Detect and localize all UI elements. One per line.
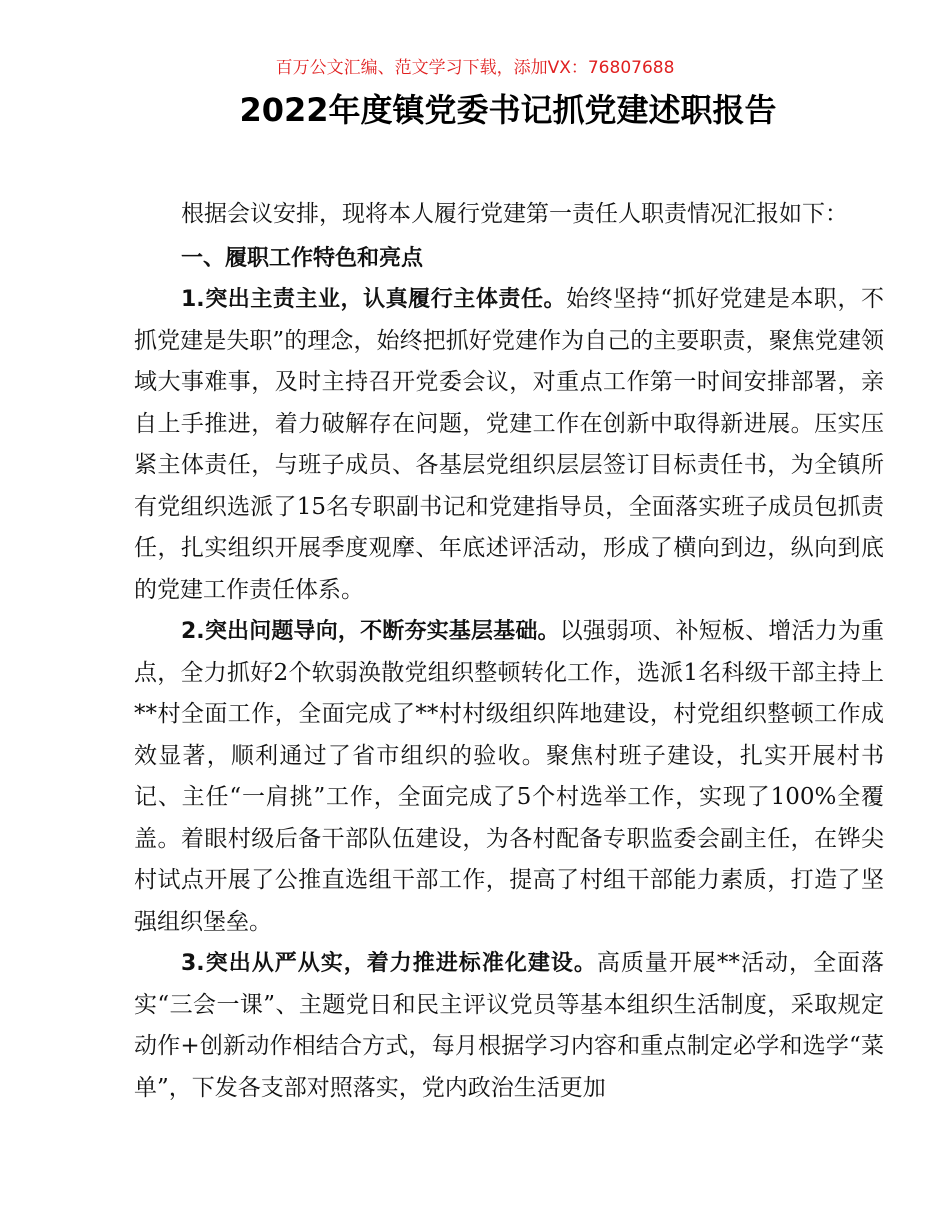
paragraph-lead: 1.突出主责主业，认真履行主体责任。 bbox=[181, 287, 567, 312]
paragraph-text: 始终坚持“抓好党建是本职，不抓党建是失职”的理念，始终把抓好党建作为自己的主要职责，聚焦党建领域大事难事，及时主持召开党委会议，对重点工作第一时间安排部署，亲自上手推进，着力破解存在问题，党建工作在创新中取得新进展。压实压紧主体责任，与班子成员、各基层党组织层层签订目标责任书，为全镇所有党组织选派了15名专职副书记和党建指导员，全面落实班子成员包抓责任，扎实组织开展季度观摩、年底述评活动，形成了横向到边，纵向到底的党建工作责任体系。 bbox=[134, 286, 884, 603]
paragraph-text: 以强弱项、补短板、增活力为重点，全力抓好2个软弱涣散党组织整顿转化工作，选派1名科级干部主持上**村全面工作，全面完成了**村村级组织阵地建设，村党组织整顿工作成效显著，顺利通过了省市组织的验收。聚焦村班子建设，扎实开展村书记、主任“一肩挑”工作，全面完成了5个村选举工作，实现了100%全覆盖。着眼村级后备干部队伍建设，为各村配备专职监委会副主任，在铧尖村试点开展了公推直选组干部工作，提高了村组干部能力素质，打造了坚强组织堡垒。 bbox=[134, 618, 884, 935]
page-title: 2022年度镇党委书记抓党建述职报告 bbox=[239, 91, 777, 129]
watermark-banner: 百万公文汇编、范文学习下载，添加VX：76807688 bbox=[275, 58, 675, 78]
paragraph-text: 高质量开展**活动，全面落实“三会一课”、主题党日和民主评议党员等基本组织生活制度，采取规定动作+创新动作相结合方式，每月根据学习内容和重点制定必学和选学“菜单”，下发各支部对照落实，党内政治生活更加 bbox=[134, 950, 884, 1101]
section-heading: 一、履职工作特色和亮点 bbox=[181, 245, 424, 271]
paragraph-lead: 2.突出问题导向，不断夯实基层基础。 bbox=[181, 619, 560, 644]
intro-paragraph: 根据会议安排，现将本人履行党建第一责任人职责情况汇报如下： bbox=[181, 201, 848, 227]
paragraph-item-3 bbox=[134, 943, 884, 1109]
paragraph-item-1 bbox=[134, 279, 884, 611]
document-body bbox=[134, 194, 884, 1109]
paragraph-lead: 3.突出从严从实，着力推进标准化建设。 bbox=[181, 951, 597, 976]
paragraph-item-2 bbox=[134, 611, 884, 943]
